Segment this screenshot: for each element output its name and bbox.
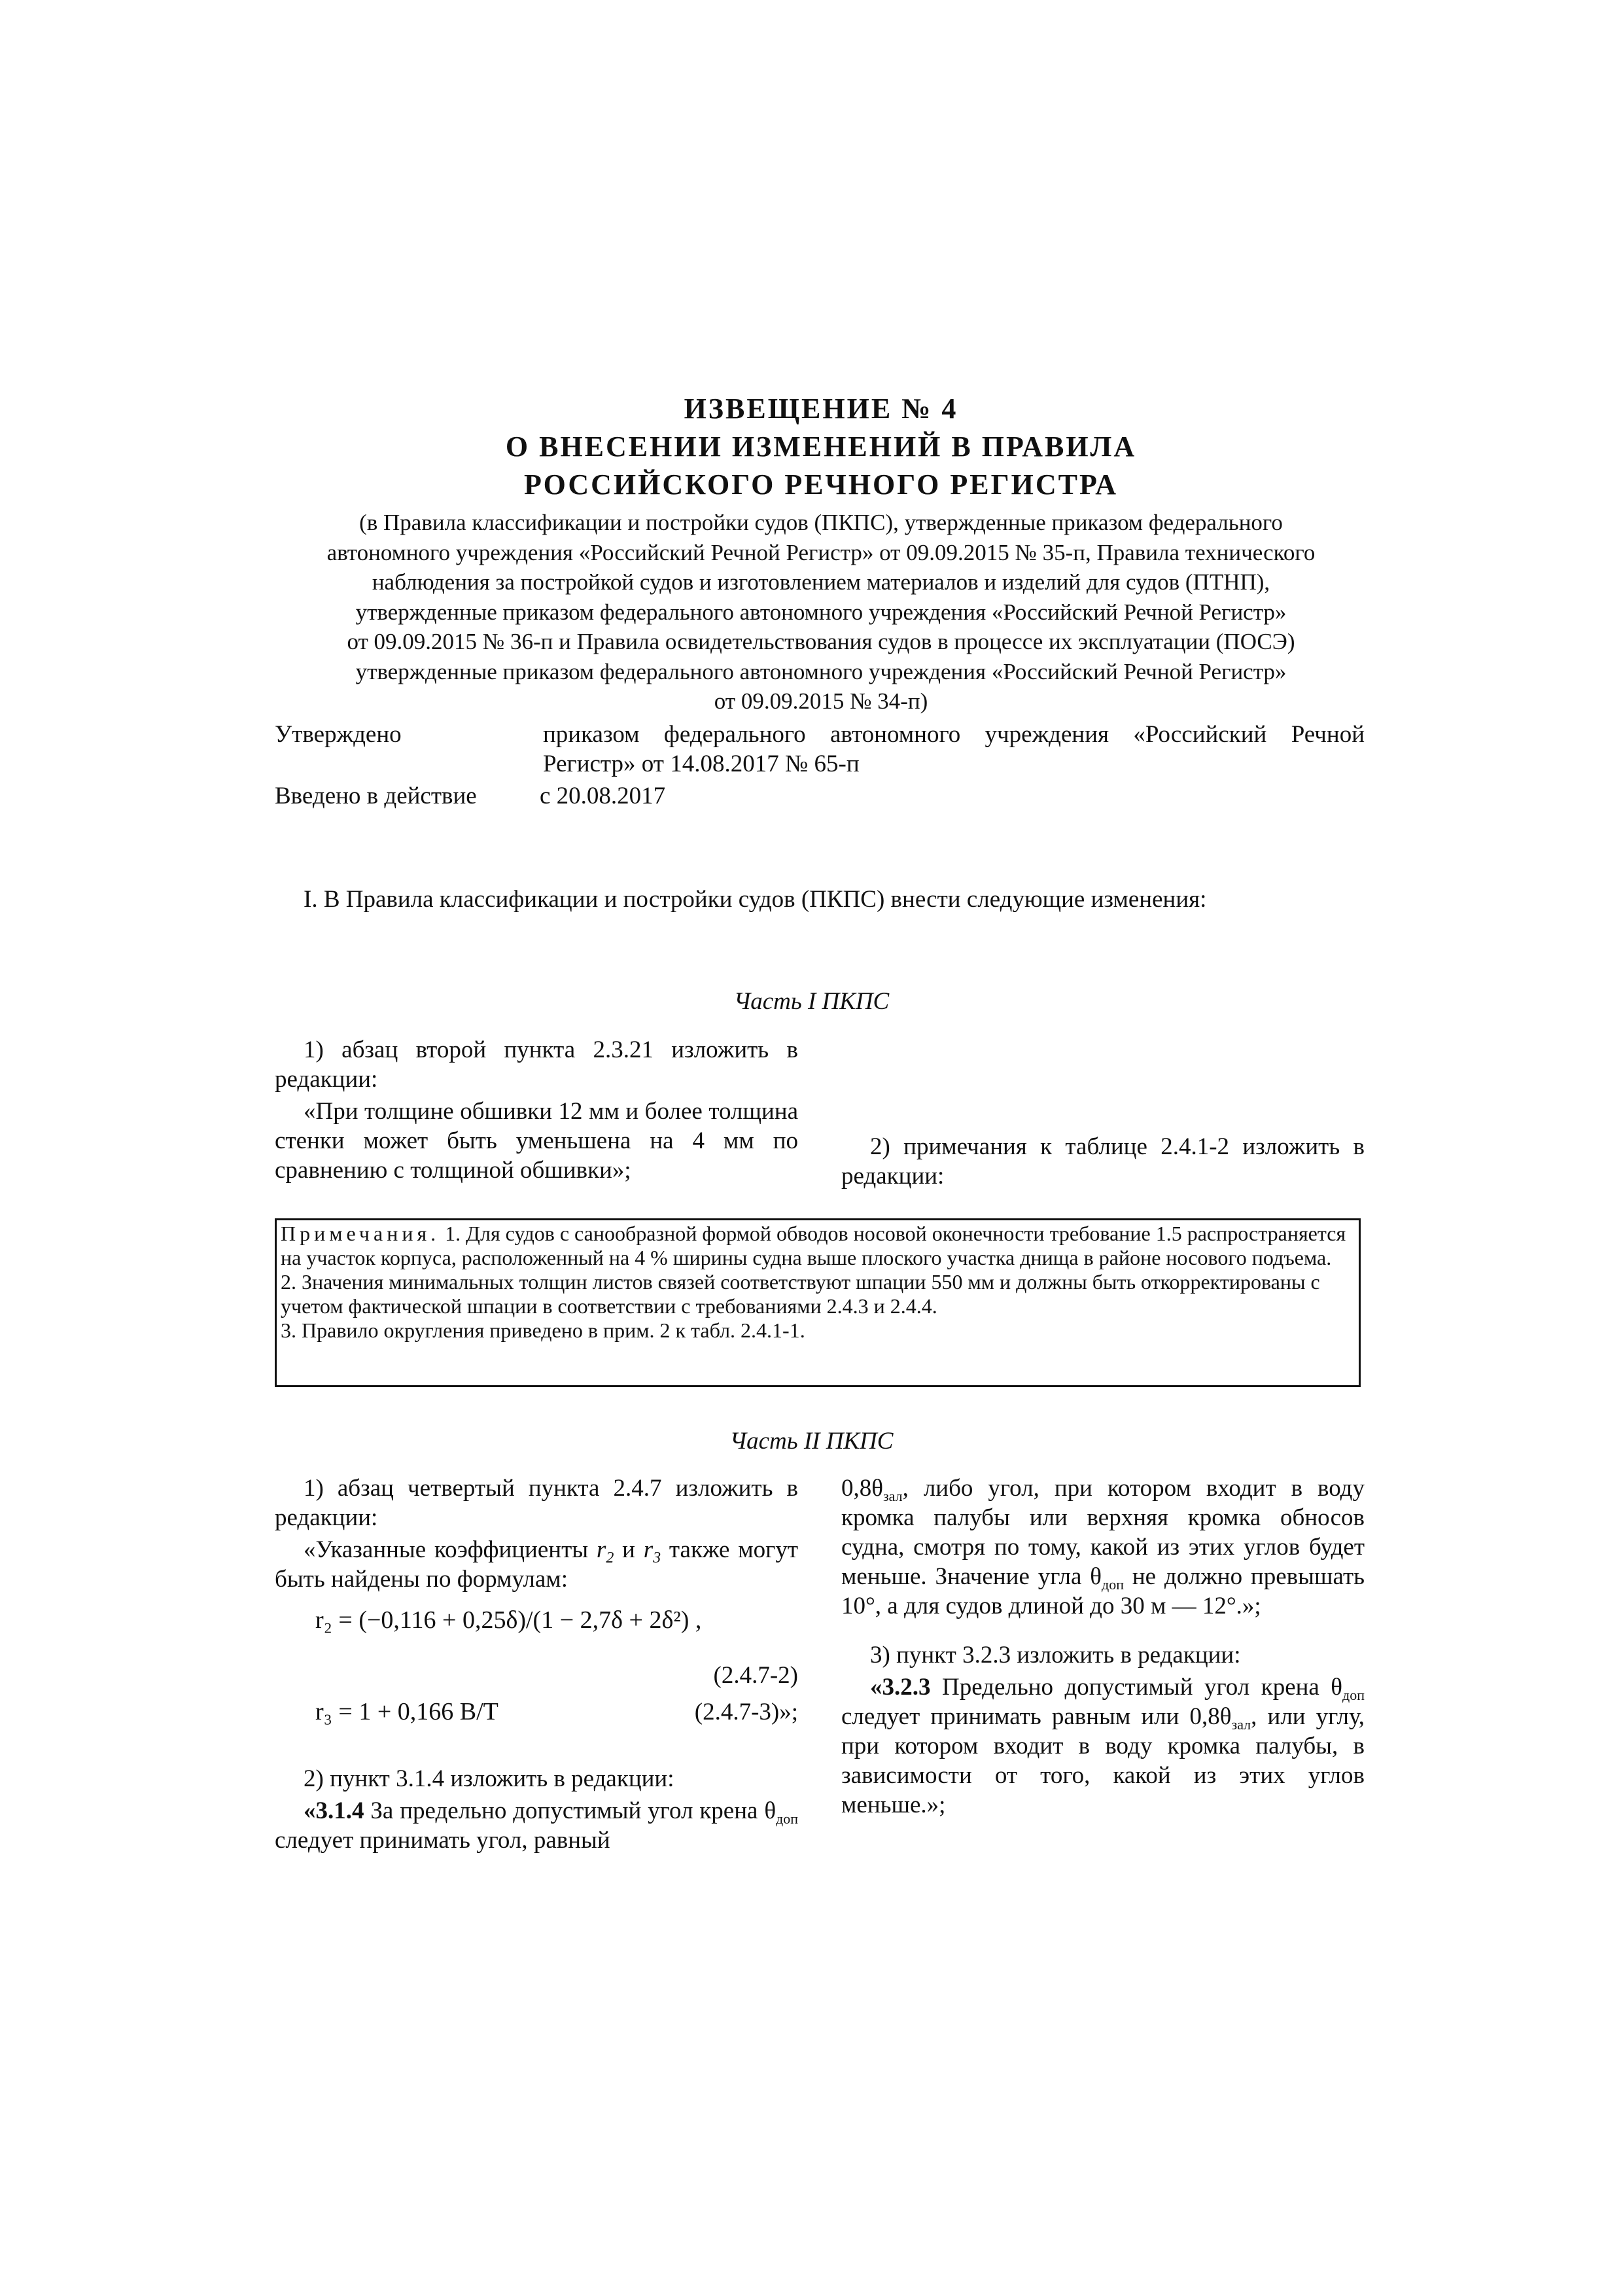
part1-left-column (275, 1035, 798, 1185)
theta-subscript: доп (1102, 1576, 1124, 1593)
approved-row (275, 720, 1365, 779)
effective-value: с 20.08.2017 (540, 783, 666, 809)
subtitle-line: утвержденные приказом федерального автономного учреждения «Российский Речной Регистр» (355, 658, 1287, 684)
clause-number-3-1-4: «3.1.4 (304, 1797, 364, 1824)
approved-label: Утверждено (275, 721, 402, 748)
formula-2-number: (2.4.7-3)»; (694, 1699, 798, 1725)
title-line-3: РОССИЙСКОГО РЕЧНОГО РЕГИСТРА (524, 468, 1118, 501)
theta-subscript: доп (1342, 1687, 1365, 1703)
subtitle-line: автономного учреждения «Российский Речной Регистр» от 09.09.2015 № 35-п, Правила технического (326, 539, 1316, 565)
part1-left-p1: 1) абзац второй пункта 2.3.21 изложить в редакции: (275, 1036, 798, 1093)
text-fragment: Предельно допустимый угол крена θ (941, 1674, 1343, 1701)
notes-label: Примечания. (281, 1222, 440, 1245)
text-fragment: следует принимать угол, равный (275, 1827, 610, 1854)
intro-paragraph: I. В Правила классификации и постройки судов (ПКПС) внести следующие изменения: (304, 886, 1207, 913)
formula-1: r₂ = (−0,116 + 0,25δ)/(1 − 2,7δ + 2δ²) , (315, 1606, 702, 1634)
part2-left-p4 (275, 1796, 798, 1855)
formula-2: r₃ = 1 + 0,166 B/T (315, 1698, 498, 1725)
part2-left-p1: 1) абзац четвертый пункта 2.4.7 изложить в редакции: (275, 1475, 798, 1531)
subtitle-line: от 09.09.2015 № 36-п и Правила освидетельствования судов в процессе их эксплуатации (ПОСЭ) (347, 629, 1295, 654)
part2-left-column (275, 1474, 798, 1855)
title-line-2: О ВНЕСЕНИИ ИЗМЕНЕНИЙ В ПРАВИЛА (505, 431, 1137, 463)
theta-subscript: доп (776, 1810, 799, 1827)
effective-label: Введено в действие (275, 783, 477, 809)
theta-subscript: зал (882, 1488, 903, 1504)
part2-left-p3: 2) пункт 3.1.4 изложить в редакции: (304, 1765, 674, 1792)
subtitle-line: утвержденные приказом федерального автономного учреждения «Российский Речной Регистр» (355, 599, 1287, 625)
effective-row (275, 781, 1365, 811)
text-fragment: , или углу, при котором входит в воду кромка палубы, в зависимости от того, какой из этих углов меньше.»; (841, 1703, 1365, 1818)
r3-symbol: $r_3$ (643, 1536, 661, 1566)
text-fragment: не должно превышать 10°, а для судов длиной до 30 м — 12°.»; (841, 1563, 1365, 1619)
part2-left-p2 (275, 1535, 798, 1594)
part2-right-p2: 3) пункт 3.2.3 изложить в редакции: (870, 1642, 1241, 1669)
text-fragment: «Указанные коэффициенты (304, 1536, 589, 1563)
part2-heading: Часть II ПКПС (729, 1428, 894, 1455)
title-line-1: ИЗВЕЩЕНИЕ № 4 (684, 393, 958, 425)
subtitle-line: (в Правила классификации и постройки судов (ПКПС), утвержденные приказом федерального (359, 510, 1283, 535)
part1-heading: Часть I ПКПС (733, 988, 890, 1015)
part2-right-column (841, 1474, 1365, 1820)
text-fragment: также могут быть найдены по формулам: (275, 1536, 798, 1593)
notes-box (275, 1218, 1361, 1387)
subtitle (275, 508, 1367, 716)
note-3: 3. Правило округления приведено в прим. 2 к табл. 2.4.1-1. (281, 1318, 805, 1342)
note-1: 1. Для судов с санообразной формой обводов носовой оконечности требование 1.5 распространяется на участок корпуса, расположенный на 4 % ширины судна выше плоского участка днища в районе носового подъема. (281, 1222, 1346, 1269)
clause-number-3-2-3: «3.2.3 (870, 1674, 931, 1701)
text-fragment: За предельно допустимый угол крена θ (370, 1797, 777, 1824)
part1-left-p2: «При толщине обшивки 12 мм и более толщина стенки может быть уменьшена на 4 мм по сравнению с толщиной обшивки»; (275, 1098, 798, 1184)
r2-symbol: $r_2$ (596, 1536, 614, 1566)
part2-right-p3 (841, 1672, 1365, 1820)
part1-right-column (841, 1132, 1365, 1191)
title-block (275, 390, 1367, 716)
text-fragment: , либо угол, при котором входит в воду кромка палубы или верхняя кромка обносов судна, смотря по тому, какой из этих углов будет меньше. Значение угла θ (841, 1475, 1365, 1590)
part1-right-p1: 2) примечания к таблице 2.4.1-2 изложить в редакции: (841, 1133, 1365, 1190)
subtitle-line: наблюдения за постройкой судов и изготовлением материалов и изделий для судов (ПТНП), (372, 569, 1270, 595)
text-fragment: и (622, 1536, 635, 1563)
formula-2-block (275, 1697, 798, 1734)
theta-subscript: зал (1231, 1716, 1251, 1733)
part2-right-p1 (841, 1474, 1365, 1621)
subtitle-line: от 09.09.2015 № 34-п) (714, 688, 928, 714)
text-fragment: 0,8θ (841, 1475, 883, 1502)
approved-value: приказом федерального автономного учреждения «Российский Речной Регистр» от 14.08.2017 № 65-п (543, 721, 1365, 777)
text-fragment: следует принимать равным или 0,8θ (841, 1703, 1232, 1730)
approval-block (275, 720, 1365, 811)
note-2: 2. Значения минимальных толщин листов связей соответствуют шпации 550 мм и должны быть откорректированы с учетом фактической шпации в соответствии с требованиями 2.4.3 и 2.4.4. (281, 1270, 1320, 1318)
formula-1-number: (2.4.7-2) (713, 1662, 798, 1689)
